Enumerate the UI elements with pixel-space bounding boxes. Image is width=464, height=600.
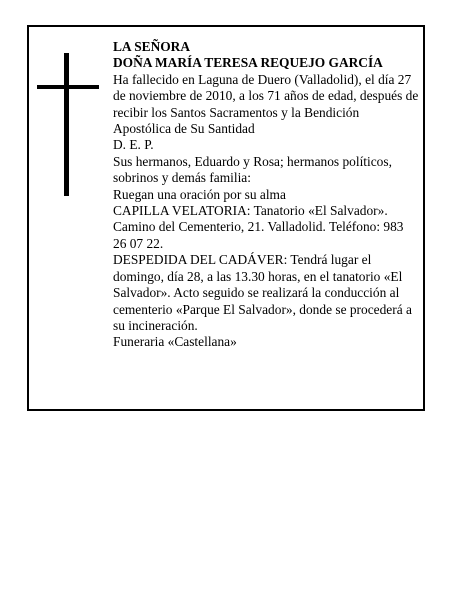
cross-horizontal-bar [37, 85, 99, 89]
obituary-text [113, 39, 419, 351]
family-line: Sus hermanos, Eduardo y Rosa; hermanos políticos, sobrinos y demás familia: [113, 153, 392, 186]
chapel-info: CAPILLA VELATORIA: Tanatorio «El Salvador». Camino del Cementerio, 21. Valladolid. Teléfono: 983 26 07 22. [113, 203, 404, 251]
prayer-line: Ruegan una oración por su alma [113, 186, 286, 202]
cross-vertical-bar [64, 53, 69, 196]
deceased-name: DOÑA MARÍA TERESA REQUEJO GARCÍA [113, 55, 383, 71]
farewell-info: DESPEDIDA DEL CADÁVER: Tendrá lugar el domingo, día 28, a las 13.30 horas, en el tanatorio «El Salvador». Acto seguido se realizará la conducción al cementerio «Parque El Salvador», donde se procederá a su incineración. [113, 252, 412, 333]
cross-icon [37, 53, 99, 196]
notice-title: LA SEÑORA [113, 39, 191, 54]
death-announcement: Ha fallecido en Laguna de Duero (Valladolid), el día 27 de noviembre de 2010, a los 71 años de edad, después de recibir los Santos Sacramentos y la Bendición Apostólica de Su Santidad [113, 71, 419, 137]
funeral-home: Funeraria «Castellana» [113, 334, 237, 350]
dep-line: D. E. P. [113, 137, 154, 153]
